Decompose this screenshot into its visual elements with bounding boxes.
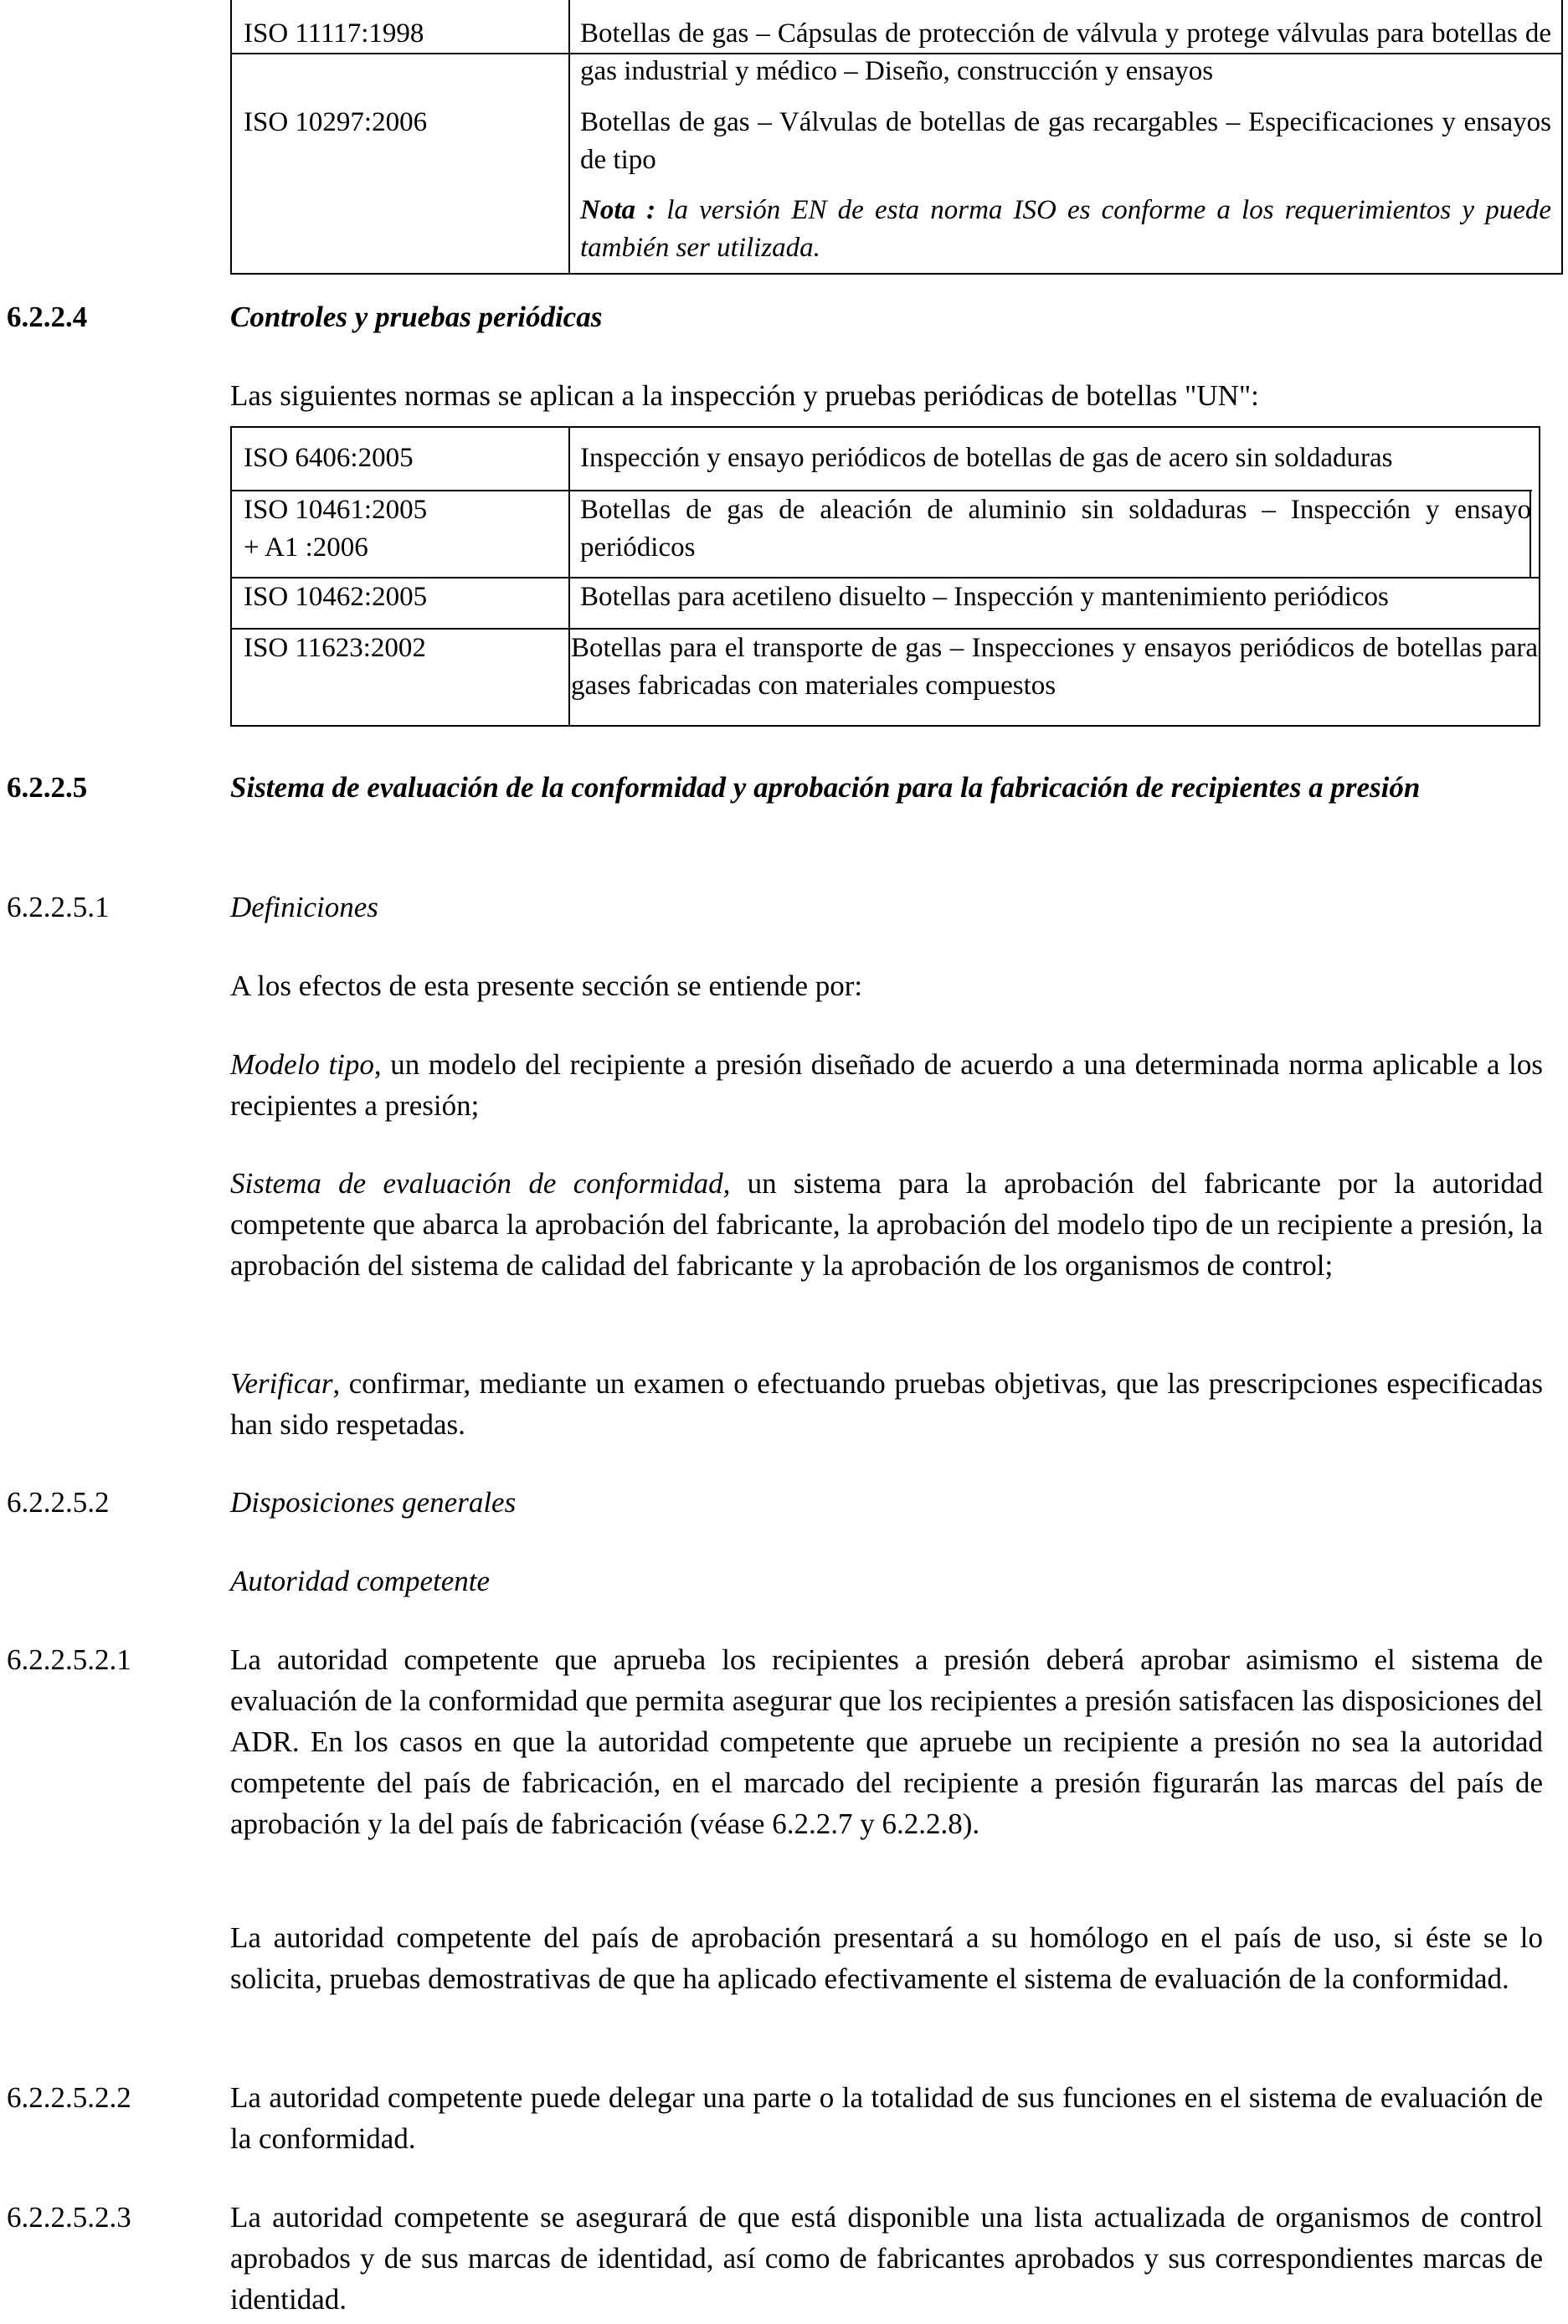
section-number: 6.2.2.5: [7, 771, 88, 804]
section-number: 6.2.2.5.2: [7, 1486, 110, 1519]
table-cell-description: Botellas de gas – Cápsulas de protección de válvula y protege válvulas para botellas de gas industrial y médico – Diseño, construcción y ensayos: [580, 18, 1551, 86]
table-cell-code: ISO 6406:2005: [244, 443, 414, 473]
definition-text: , confirmar, mediante un examen o efectuando pruebas objetivas, que las prescripciones especificadas han sido respetadas.: [230, 1367, 1543, 1441]
definition-conformity-system: [230, 1163, 1543, 1286]
section-title: Controles y pruebas periódicas: [230, 301, 603, 333]
table-column-divider: [568, 0, 570, 273]
definition-verify: [230, 1363, 1543, 1445]
table-cell-description: Botellas de gas – Válvulas de botellas de gas recargables – Especificaciones y ensayos de tipo: [580, 107, 1551, 175]
table-cell-code: ISO 11623:2002: [244, 633, 426, 663]
paragraph: La autoridad competente puede delegar una parte o la totalidad de sus funciones en el sistema de evaluación de la conformidad.: [230, 2081, 1543, 2155]
table-cell-description: Botellas para acetileno disuelto – Inspección y mantenimiento periódicos: [580, 582, 1389, 612]
section-title: Sistema de evaluación de la conformidad y aprobación para la fabricación de recipientes a presión: [230, 771, 1421, 804]
table-note: [580, 192, 1551, 267]
definition-term: Modelo tipo: [230, 1048, 374, 1081]
section-number: 6.2.2.5.2.2: [7, 2081, 131, 2114]
definition-text: un sistema para la aprobación del fabricante por la autoridad competente que abarca la aprobación del fabricante, la aprobación del modelo tipo de un recipiente a presión, la aprobación del sistema de calidad del fabricante y la aprobación de los organismos de control;: [230, 1167, 1543, 1282]
note-label: Nota :: [580, 195, 656, 225]
table-cell-description: Botellas para el transporte de gas – Inspecciones y ensayos periódicos de botellas para gases fabricadas con materiales compuestos: [571, 633, 1538, 701]
definition-term: Verificar: [230, 1367, 333, 1400]
section-intro: Las siguientes normas se aplican a la inspección y pruebas periódicas de botellas "UN":: [230, 379, 1259, 412]
note-text: la versión EN de esta norma ISO es conforme a los requerimientos y puede también ser utilizada.: [580, 195, 1551, 263]
section-number: 6.2.2.5.2.1: [7, 1643, 131, 1676]
paragraph: La autoridad competente que aprueba los recipientes a presión deberá aprobar asimismo el sistema de evaluación de la conformidad que permita asegurar que los recipientes a presión satisfacen las disposiciones del ADR. En los casos en que la autoridad competente que apruebe un recipiente a presión no sea la autoridad competente del país de fabricación, en el marcado del recipiente a presión figurarán las marcas del país de aprobación y la del país de fabricación (véase 6.2.2.7 y 6.2.2.8).: [230, 1643, 1543, 1840]
table-cell-border: [1529, 490, 1531, 577]
section-subtitle: Autoridad competente: [230, 1565, 491, 1597]
paragraph: La autoridad competente se asegurará de que está disponible una lista actualizada de organismos de control aprobados y de sus marcas de identidad, así como de fabricantes aprobados y sus correspondientes marcas de identidad.: [230, 2201, 1543, 2316]
section-number: 6.2.2.5.1: [7, 891, 110, 923]
definitions-intro: A los efectos de esta presente sección se entiende por:: [230, 969, 863, 1002]
section-number: 6.2.2.5.2.3: [7, 2201, 131, 2234]
standards-table-inspection: [230, 426, 1540, 727]
standards-table-design: [230, 0, 1563, 275]
section-title: Disposiciones generales: [230, 1486, 517, 1519]
definition-model-type: [230, 1044, 1543, 1126]
definition-text: , un modelo del recipiente a presión diseñado de acuerdo a una determinada norma aplicable a los recipientes a presión;: [230, 1048, 1543, 1122]
table-cell-code: ISO 10297:2006: [244, 107, 428, 137]
paragraph: La autoridad competente del país de aprobación presentará a su homólogo en el país de uso, si éste se lo solicita, pruebas demostrativas de que ha aplicado efectivamente el sistema de evaluación de la conformidad.: [230, 1921, 1543, 1995]
section-number: 6.2.2.4: [7, 301, 88, 333]
section-title: Definiciones: [230, 891, 378, 923]
table-cell-code: ISO 10461:2005 + A1 :2006: [244, 495, 428, 563]
table-cell-description: Botellas de gas de aleación de aluminio sin soldaduras – Inspección y ensayo periódicos: [580, 495, 1531, 563]
table-cell-code: ISO 11117:1998: [244, 18, 424, 49]
table-cell-code: ISO 10462:2005: [244, 582, 428, 612]
definition-term: Sistema de evaluación de conformidad,: [230, 1167, 731, 1200]
table-cell-description: Inspección y ensayo periódicos de botellas de gas de acero sin soldaduras: [580, 443, 1393, 473]
